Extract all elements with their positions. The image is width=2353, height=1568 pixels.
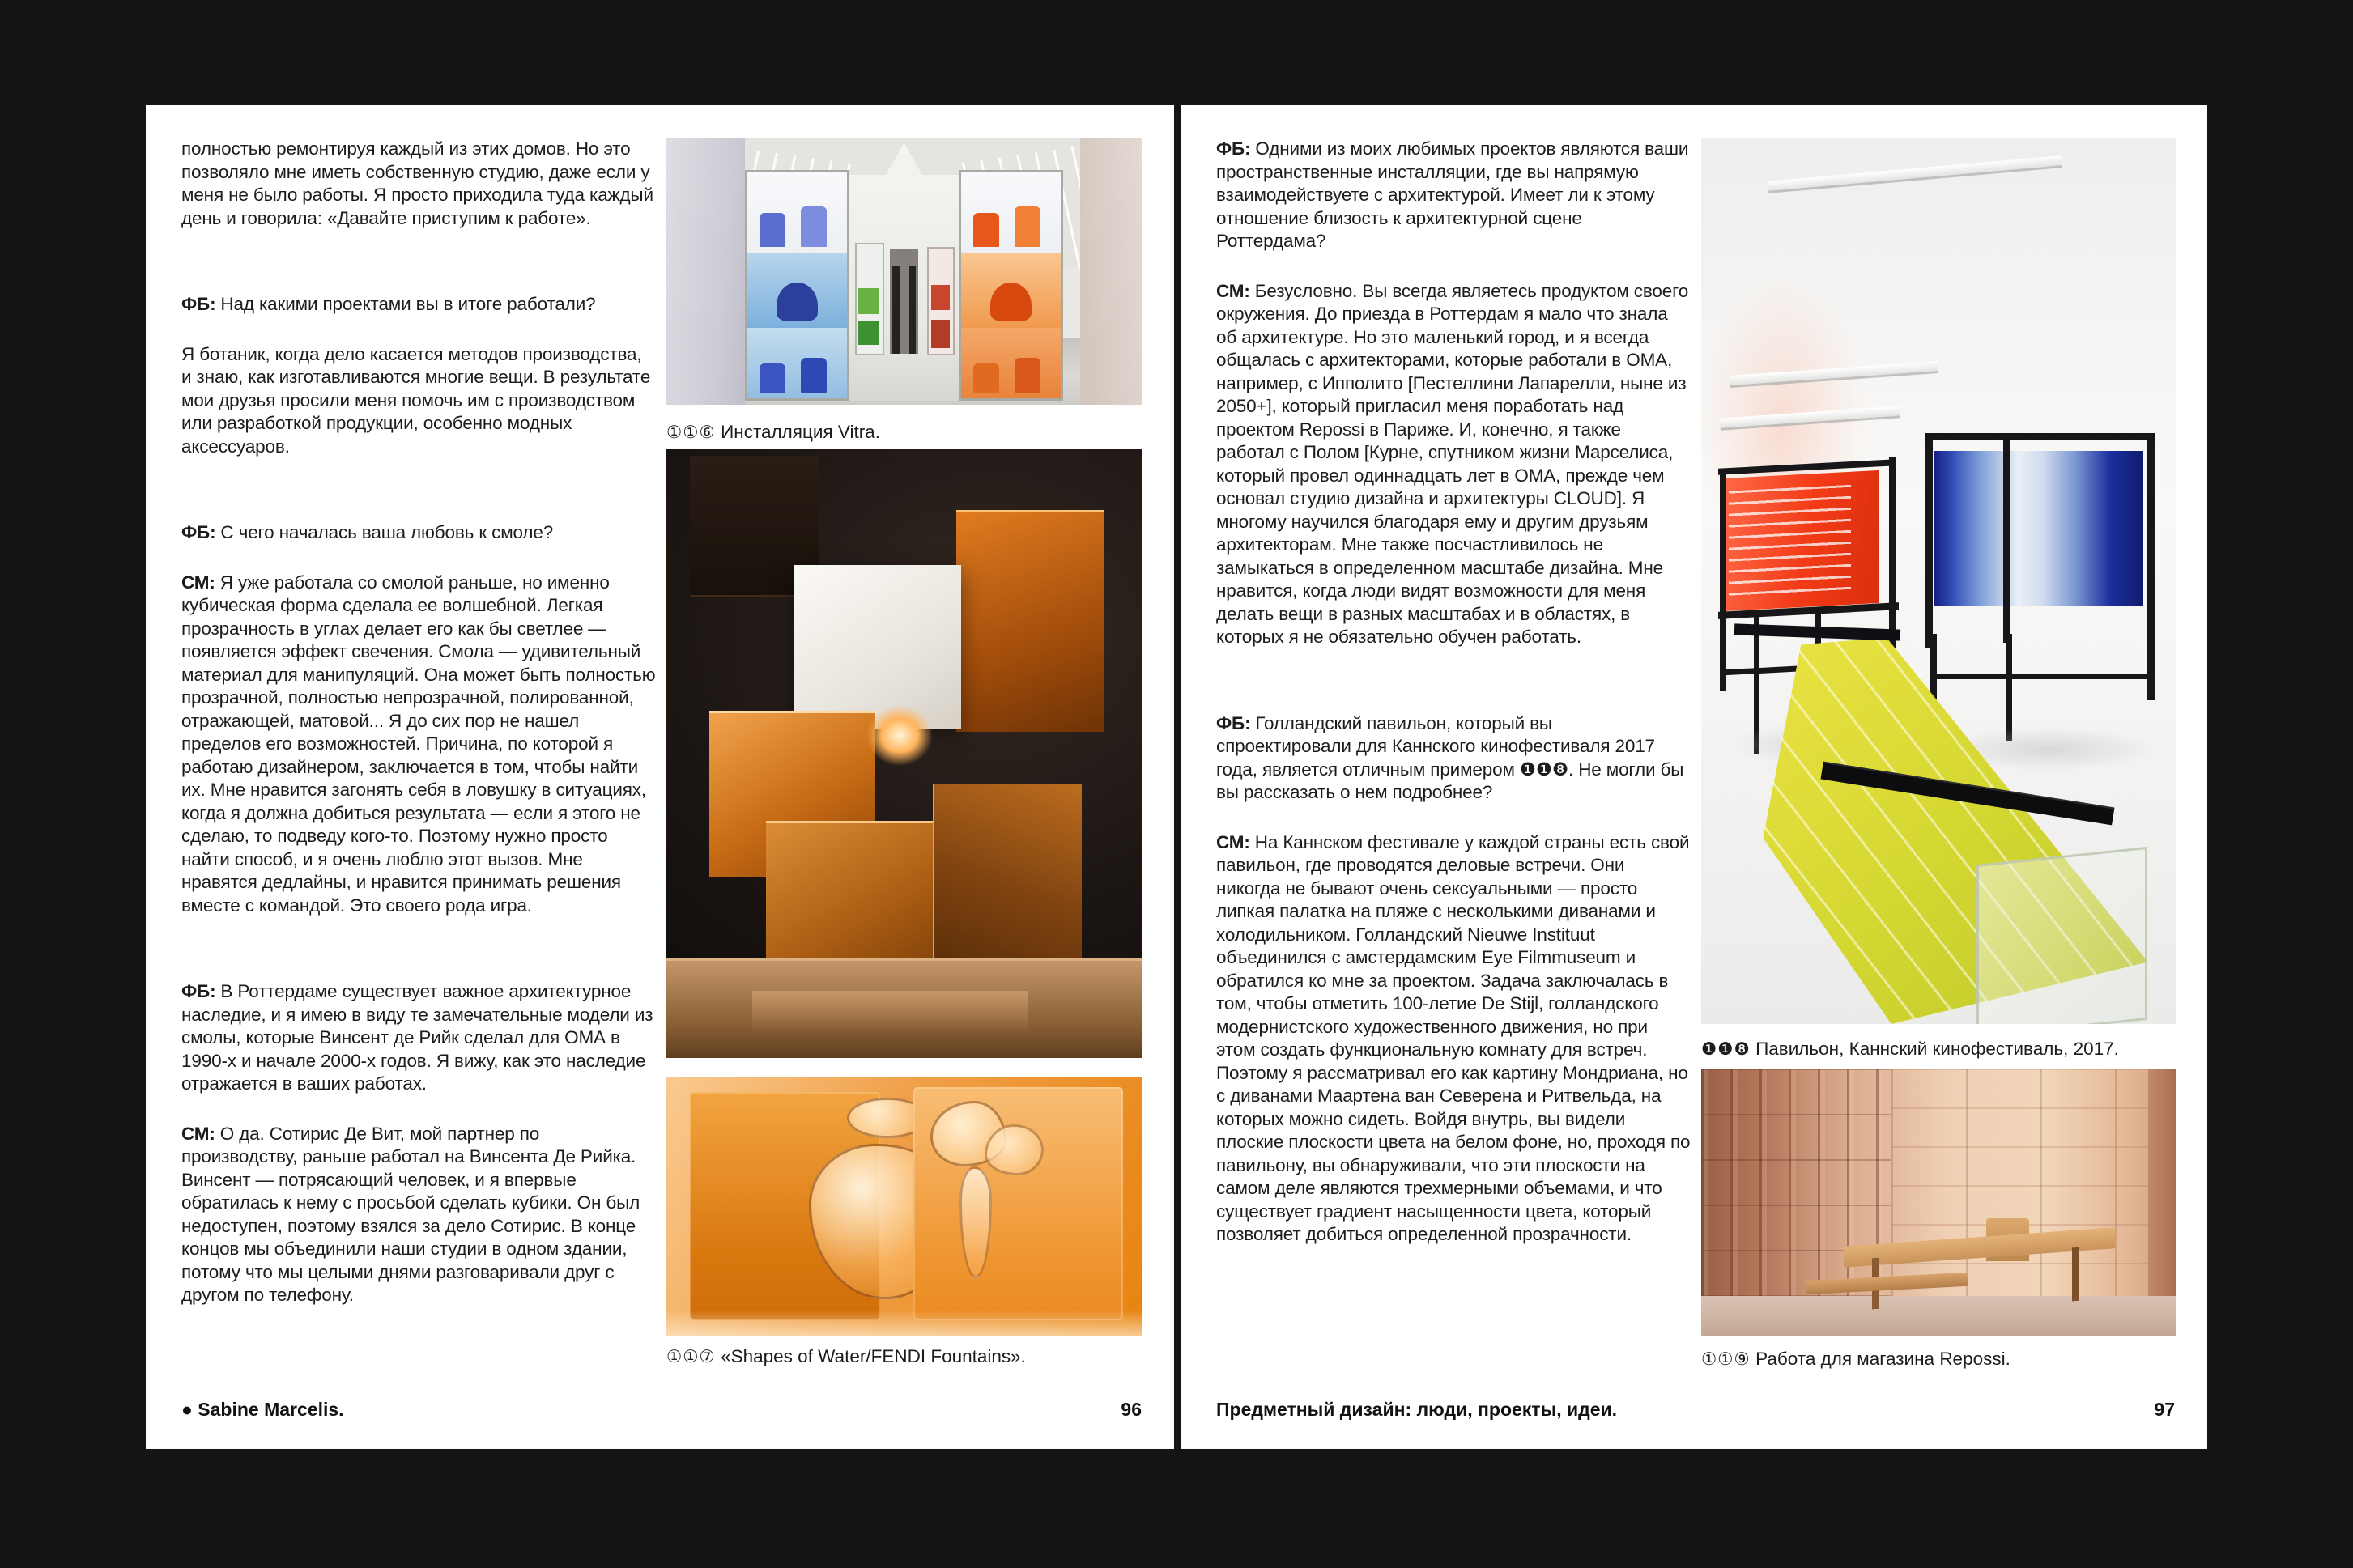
chair-shape bbox=[1015, 358, 1040, 393]
vitra-right-wall bbox=[1080, 138, 1142, 405]
vitra-red-display bbox=[927, 247, 955, 355]
blue-gradient-glass bbox=[1934, 451, 2143, 606]
page-number: 96 bbox=[1121, 1399, 1142, 1420]
speaker-label: ФБ: bbox=[1216, 712, 1251, 733]
speaker-label: СМ: bbox=[1216, 831, 1250, 852]
speaker-label: ФБ: bbox=[181, 981, 216, 1001]
caption-text: Павильон, Каннский кинофестиваль, 2017. bbox=[1755, 1039, 2119, 1059]
page-number: 97 bbox=[2154, 1399, 2175, 1420]
speaker-label: ФБ: bbox=[1216, 138, 1251, 159]
page-97 bbox=[1181, 105, 2207, 1449]
left-text-column bbox=[181, 138, 656, 1307]
answer-paragraph bbox=[1216, 831, 1691, 1247]
water-shape bbox=[959, 1166, 992, 1278]
figure-number: ①①⑨ bbox=[1701, 1349, 1751, 1370]
running-title: ● Sabine Marcelis. bbox=[181, 1399, 344, 1420]
answer-paragraph bbox=[181, 572, 656, 918]
photo-cannes-pavilion bbox=[1701, 138, 2176, 1024]
paragraph-text: Я ботаник, когда дело касается методов производства, и знаю, как изготавливаются многие вещи. В результате мои друзья просили меня помочь им с производством или разработкой продукции, особенно модных аксессуаров. bbox=[181, 343, 651, 457]
black-frame-post bbox=[1925, 435, 1933, 648]
chair-shape bbox=[760, 213, 785, 247]
photo-repossi-store bbox=[1701, 1069, 2176, 1336]
water-shape bbox=[985, 1124, 1044, 1176]
figure-number: ❶❶❽ bbox=[1701, 1039, 1751, 1060]
caption-text: Работа для магазина Repossi. bbox=[1755, 1349, 2010, 1369]
black-frame-bar bbox=[1925, 433, 2155, 440]
caption-shapes-of-water bbox=[666, 1345, 1142, 1369]
caption-text: «Shapes of Water/FENDI Fountains». bbox=[721, 1346, 1026, 1366]
photo-vitra-installation bbox=[666, 138, 1142, 405]
black-frame-post bbox=[2147, 435, 2155, 701]
caption-text: Инсталляция Vitra. bbox=[721, 422, 880, 442]
glow-highlight bbox=[866, 705, 933, 766]
figure-number: ①①⑦ bbox=[666, 1347, 716, 1367]
page-96 bbox=[146, 105, 1174, 1449]
paragraph-text: Над какими проектами вы в итоге работали? bbox=[220, 294, 596, 314]
black-frame-bar bbox=[1934, 674, 2148, 679]
dialog-paragraph bbox=[181, 138, 656, 230]
speaker-label: СМ: bbox=[181, 572, 215, 593]
paragraph-text: Голландский павильон, который вы спроектировали для Каннского кинофестиваля 2017 года, является отличным примером ❶❶❽. Не могли бы вы рассказать о нем подробнее? bbox=[1216, 712, 1684, 802]
amber-resin-cube bbox=[766, 821, 932, 982]
paragraph-text: Безусловно. Вы всегда являетесь продуктом своего окружения. До приезда в Роттердам я мало что знала об архитектуре. Но это маленький город, и я всегда общалась с архитекторами, которые работали в ОМА, например, с Ипполито [Пестеллини Лапарелли, ныне из 2050+], который пригласил меня поработать над проектом Repossi в Париже. И, конечно, я также работал с Полом [Курне, спутником жизни Марселиса, который провел одиннадцать лет в ОМА, прежде чем основал студию дизайна и архитектуры CLOUD]. Я многому научился благодаря ему и другим друзьям архитекторам. Мне также посчастливилось не замыкаться в определенном масштабе дизайна. Мне нравится, когда люди видят возможности для меня делать вещи в разных масштабах и в областях, в которых я не обязательно обучен работать. bbox=[1216, 280, 1689, 647]
paragraph-text: В Роттердаме существует важное архитектурное наследие, и я имею в виду те замечательные модели из смолы, которые Винсент де Рийк сделал для ОМА в 1990-х и начале 2000-х годов. Я вижу, как это наследие отражается в ваших работах. bbox=[181, 981, 653, 1094]
clear-glass-box bbox=[1976, 847, 2147, 1024]
red-glass-volume bbox=[1722, 470, 1879, 611]
chair-shape bbox=[973, 213, 999, 247]
black-frame-leg bbox=[2006, 634, 2012, 740]
chair-shape bbox=[801, 206, 827, 247]
chair-shape bbox=[990, 283, 1032, 321]
question-paragraph bbox=[181, 980, 656, 1096]
orange-resin-cube bbox=[956, 510, 1104, 732]
speaker-label: ФБ: bbox=[181, 294, 216, 314]
photo-resin-cubes bbox=[666, 449, 1142, 1058]
running-title: Предметный дизайн: люди, проекты, идеи. bbox=[1216, 1399, 1618, 1420]
vitra-left-wall bbox=[666, 138, 745, 405]
right-text-column bbox=[1216, 138, 1691, 1247]
vitra-dark-figures bbox=[890, 249, 918, 353]
caption-vitra bbox=[666, 421, 1142, 444]
chair-shape bbox=[973, 363, 999, 393]
paragraph-text: На Каннском фестивале у каждой страны есть свой павильон, где проводятся деловые встречи. Они никогда не бывают очень сексуальными — просто липкая палатка на пляже с несколькими диванами и холодильником. Голландский Nieuwe Instituut объединился с амстердамским Eye Filmmuseum и обратился ко мне за проектом. Задача заключалась в том, чтобы отметить 100-летие De Stijl, голландского модернистского художественного движения, но при этом создать функциональную комнату для встреч. Поэтому я рассматривал его как картину Мондриана, но с диванами Маартена ван Северена и Ритвельда, на которых можно сидеть. Войдя внутрь, вы видели плоские плоскости цвета на белом фоне, но, проходя по павильону, вы обнаруживали, что эти плоскости на самом деле являются трехмерными объемами, и что существует градиент насыщенности цвета, который позволяет добиться определенной прозрачности. bbox=[1216, 831, 1691, 1244]
table-highlight bbox=[666, 1310, 1142, 1336]
ceiling-light-tube bbox=[1768, 155, 2062, 191]
vitra-orange-display-unit bbox=[959, 170, 1063, 401]
caption-repossi bbox=[1701, 1348, 2176, 1371]
paragraph-text: С чего началась ваша любовь к смоле? bbox=[220, 522, 554, 542]
table-reflection bbox=[752, 991, 1028, 1034]
speaker-label: ФБ: bbox=[181, 522, 216, 542]
answer-paragraph bbox=[1216, 280, 1691, 649]
vitra-center-aisle bbox=[849, 175, 959, 401]
speaker-label: СМ: bbox=[1216, 280, 1250, 301]
caption-cannes-pavilion bbox=[1701, 1038, 2176, 1061]
stone-floor bbox=[1701, 1296, 2176, 1336]
black-frame-post bbox=[1720, 470, 1726, 692]
chair-shape bbox=[777, 283, 819, 321]
light-streaks bbox=[1729, 485, 1851, 597]
paragraph-text: О да. Сотирис Де Вит, мой партнер по производству, раньше работал на Винсента Де Рийка. Винсент — потрясающий человек, и я впервые обратилась к нему с просьбой сделать кубики. Он был недоступен, поэтому взялся за дело Сотирис. В конце концов мы объединили наши студии в одном здании, потому что мы целыми днями разговаривали друг с другом по телефону. bbox=[181, 1123, 640, 1305]
paragraph-text: полностью ремонтируя каждый из этих домов. Но это позволяло мне иметь собственную студию, даже если у меня не было работы. Я просто приходила туда каждый день и говорила: «Давайте приступим к работе». bbox=[181, 138, 653, 228]
question-paragraph bbox=[1216, 138, 1691, 253]
question-paragraph bbox=[181, 293, 656, 317]
left-page-footer bbox=[181, 1399, 1142, 1423]
paragraph-text: Я уже работала со смолой раньше, но именно кубическая форма сделала ее волшебной. Легкая прозрачность в углах делает его как бы светлее — появляется эффект свечения. Смола — удивительный материал для манипуляций. Она может быть полностью прозрачной, полностью непрозрачной, полированной, отражающей, матовой... Я до сих пор не нашел пределов его возможностей. Причина, по которой я работаю дизайнером, заключается в том, чтобы найти их. Мне нравится загонять себя в ловушку в ситуациях, когда я должна добиться результата — если я этого не сделаю, то подведу кого-то. Поэтому нужно просто найти способ, и я очень люблю этот вызов. Мне нравятся дедлайны, и нравится принимать решения вместе с командой. Это своего рода игра. bbox=[181, 572, 656, 916]
question-paragraph bbox=[1216, 712, 1691, 805]
answer-paragraph bbox=[181, 343, 656, 459]
vitra-green-display bbox=[855, 243, 884, 355]
black-frame-post bbox=[2003, 439, 2010, 643]
chair-shape bbox=[1015, 206, 1040, 247]
right-page-footer bbox=[1216, 1399, 2175, 1423]
question-paragraph bbox=[181, 521, 656, 545]
figure-number: ①①⑥ bbox=[666, 423, 716, 443]
amber-resin-cube bbox=[933, 784, 1082, 973]
paragraph-text: Одними из моих любимых проектов являются ваши пространственные инсталляции, где вы напрямую взаимодействуете с архитектурой. Имеет ли к этому отношение близость к архитектурной сцене Роттердама? bbox=[1216, 138, 1689, 251]
table-leg bbox=[2072, 1247, 2079, 1302]
chair-shape bbox=[801, 358, 827, 393]
photo-shapes-of-water bbox=[666, 1077, 1142, 1336]
vitra-blue-display-unit bbox=[745, 170, 849, 401]
answer-paragraph bbox=[181, 1123, 656, 1307]
resin-panel-right bbox=[913, 1087, 1122, 1320]
chair-shape bbox=[760, 363, 785, 393]
speaker-label: СМ: bbox=[181, 1123, 215, 1144]
